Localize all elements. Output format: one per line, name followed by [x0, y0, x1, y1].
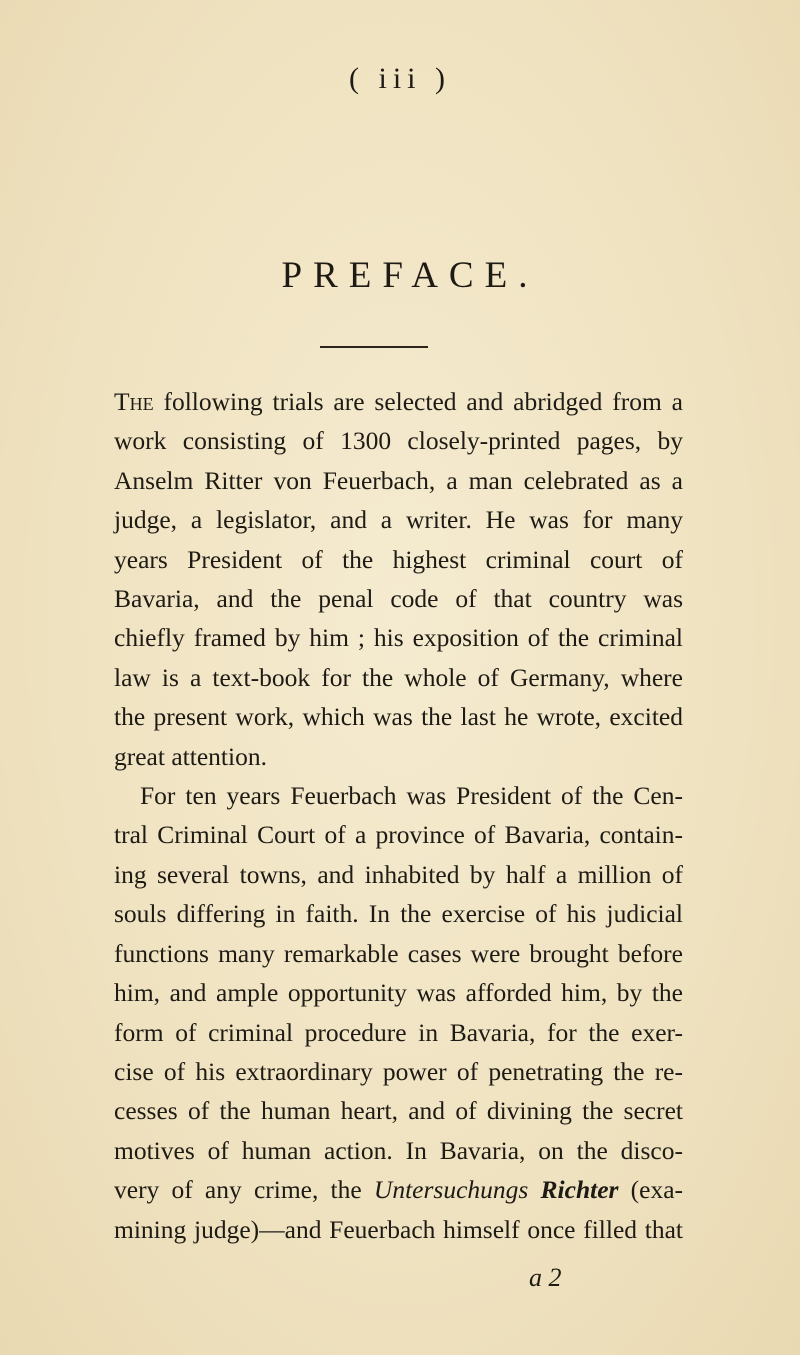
signature-mark: a 2: [529, 1263, 562, 1292]
text-line: chiefly framed by him ; his exposition of the criminal: [114, 623, 683, 653]
text-line: functions many remarkable cases were brought before: [114, 938, 683, 968]
text-line: years President of the highest criminal court of: [114, 544, 683, 574]
text-line: judge, a legislator, and a writer. He was for many: [114, 505, 683, 535]
page-number: ( iii ): [349, 62, 451, 95]
title-rule: [320, 346, 428, 348]
text-line: The following trials are selected and abridged from a: [114, 387, 683, 416]
text-line: very of any crime, the Untersuchungs Richter (exa-: [114, 1175, 684, 1205]
preface-body: [114, 382, 683, 1249]
text-line: law is a text-book for the whole of Germany, where: [114, 662, 683, 692]
text-line: tral Criminal Court of a province of Bavaria, contain-: [114, 820, 683, 850]
text-line: cesses of the human heart, and of divining the secret: [114, 1096, 683, 1126]
text-line: work consisting of 1300 closely-printed pages, by: [114, 426, 683, 456]
text-line: Anselm Ritter von Feuerbach, a man celebrated as a: [114, 465, 683, 495]
preface-title: PREFACE.: [281, 255, 539, 296]
text-line: For ten years Feuerbach was President of the Cen-: [140, 781, 683, 811]
text-line: the present work, which was the last he wrote, excited: [114, 702, 683, 732]
text-line: cise of his extraordinary power of penetrating the re-: [114, 1056, 683, 1086]
text-line: souls differing in faith. In the exercise of his judicial: [114, 899, 683, 929]
text-line: mining judge)—and Feuerbach himself once filled that: [114, 1214, 683, 1244]
text-line: Bavaria, and the penal code of that country was: [114, 584, 683, 614]
text-line: motives of human action. In Bavaria, on the disco-: [114, 1135, 683, 1165]
text-line: form of criminal procedure in Bavaria, for the exer-: [114, 1017, 683, 1047]
text-line: great attention.: [114, 741, 267, 771]
text-line: ing several towns, and inhabited by half a million of: [114, 859, 683, 889]
text-line: him, and ample opportunity was afforded him, by the: [114, 978, 683, 1008]
